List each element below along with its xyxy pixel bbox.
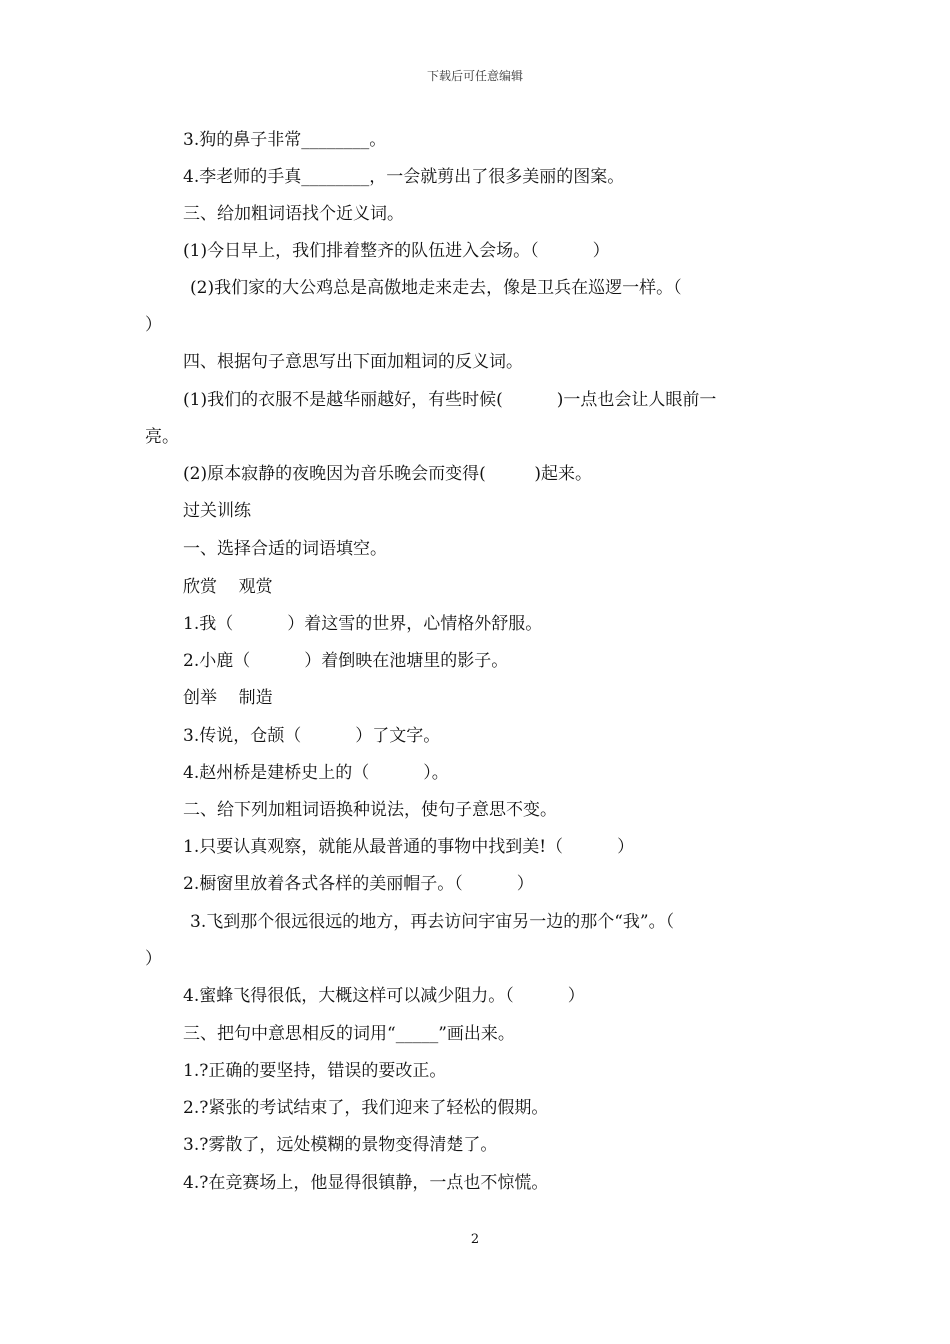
section-heading: 一、选择合适的词语填空。 xyxy=(183,539,387,559)
text-line: (2)原本寂静的夜晚因为音乐晚会而变得( )起来。 xyxy=(183,464,592,484)
text-line: 4.赵州桥是建桥史上的（ ）。 xyxy=(183,763,449,783)
section-heading: 四、根据句子意思写出下面加粗词的反义词。 xyxy=(183,352,523,372)
text-line: 1.?正确的要坚持，错误的要改正。 xyxy=(183,1061,447,1081)
text-line: 4.蜜蜂飞得很低，大概这样可以减少阻力。（ ） xyxy=(183,986,585,1006)
text-line: ） xyxy=(145,949,162,969)
text-line: 1.我（ ）着这雪的世界，心情格外舒服。 xyxy=(183,614,543,634)
text-line: (2)我们家的大公鸡总是高傲地走来走去，像是卫兵在巡逻一样。（ xyxy=(190,278,682,298)
text-line: (1)今日早上，我们排着整齐的队伍进入会场。（ ） xyxy=(183,241,610,261)
page-header: 下载后可任意编辑 xyxy=(426,69,523,83)
page-number: 2 xyxy=(470,1232,480,1247)
text-line: 2.?紧张的考试结束了，我们迎来了轻松的假期。 xyxy=(183,1098,549,1118)
text-line: ） xyxy=(145,315,162,335)
word-options: 欣赏 观赏 xyxy=(183,577,273,597)
section-heading: 三、把句中意思相反的词用“_____”画出来。 xyxy=(183,1024,515,1044)
text-line: 3.?雾散了，远处模糊的景物变得清楚了。 xyxy=(183,1135,498,1155)
text-line: 4.李老师的手真________，一会就剪出了很多美丽的图案。 xyxy=(183,167,625,187)
section-heading: 过关训练 xyxy=(183,501,251,521)
text-line: 亮。 xyxy=(145,427,179,447)
section-heading: 二、给下列加粗词语换种说法，使句子意思不变。 xyxy=(183,800,557,820)
text-line: 2.小鹿（ ）着倒映在池塘里的影子。 xyxy=(183,651,509,671)
text-line: 4.?在竞赛场上，他显得很镇静，一点也不惊慌。 xyxy=(183,1173,549,1193)
text-line: 3.狗的鼻子非常________。 xyxy=(183,130,387,150)
text-line: 2.橱窗里放着各式各样的美丽帽子。（ ） xyxy=(183,874,534,894)
text-line: (1)我们的衣服不是越华丽越好，有些时候( )一点也会让人眼前一 xyxy=(183,390,717,410)
word-options: 创举 制造 xyxy=(183,688,273,708)
section-heading: 三、给加粗词语找个近义词。 xyxy=(183,204,404,224)
text-line: 3.传说，仓颉（ ）了文字。 xyxy=(183,726,441,746)
text-line: 1.只要认真观察，就能从最普通的事物中找到美!（ ） xyxy=(183,837,635,857)
text-line: 3.飞到那个很远很远的地方，再去访问宇宙另一边的那个“我”。（ xyxy=(190,912,675,932)
